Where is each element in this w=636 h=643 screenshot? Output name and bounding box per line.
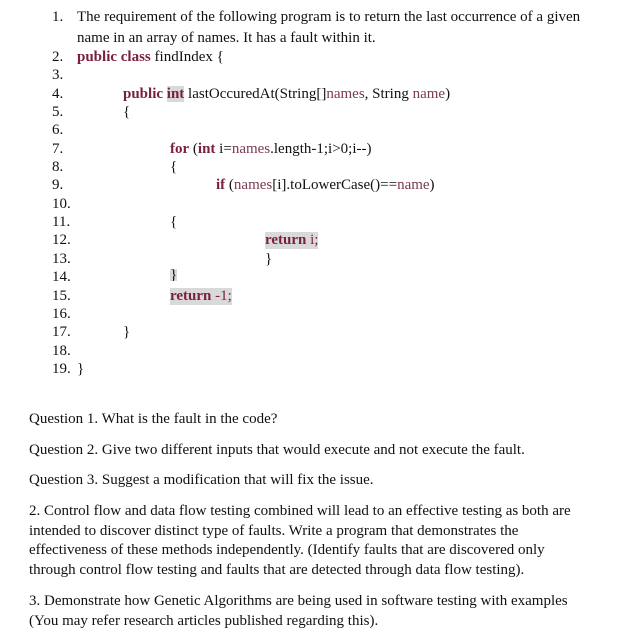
line-number: 15.: [52, 288, 71, 304]
intro-line-1: The requirement of the following program is to return the last occurrence of a given: [77, 9, 581, 25]
task-2-line-4: through control flow testing and faults that are detected through data flow testing).: [29, 562, 525, 578]
class-declaration: [77, 49, 224, 66]
line-number: 2.: [52, 49, 64, 65]
line-number: 17.: [52, 324, 71, 340]
method-name: lastOccuredAt(String[]: [184, 86, 327, 102]
return-minus-one-statement: [170, 288, 232, 305]
task-2-line-1: 2. Control flow and data flow testing combined will lead to an effective testing as both are: [29, 503, 571, 519]
line-number: 19.: [52, 361, 71, 377]
if-index: [i]: [272, 177, 287, 193]
question-2: Question 2. Give two different inputs that would execute and not execute the fault.: [29, 442, 525, 458]
for-names: names: [231, 141, 271, 157]
method-close-brace: }: [123, 324, 131, 340]
line-number: 16.: [52, 306, 71, 322]
for-open-brace: {: [170, 159, 178, 175]
if-statement: [216, 177, 435, 194]
if-names: names: [233, 177, 273, 193]
question-1: Question 1. What is the fault in the code?: [29, 411, 278, 427]
method-open-brace: {: [123, 104, 131, 120]
line-number: 12.: [52, 232, 71, 248]
if-comparison: .toLowerCase()==: [286, 177, 398, 193]
for-init: i=: [215, 141, 232, 157]
task-3-line-1: 3. Demonstrate how Genetic Algorithms are being used in software testing with examples: [29, 593, 568, 609]
line-number: 10.: [52, 196, 71, 212]
task-2-line-3: effectiveness of these methods independently. (Identify faults that are discovered only: [29, 542, 545, 558]
public-keyword: public: [123, 86, 164, 102]
intro-line-2: name in an array of names. It has a fault within it.: [77, 30, 376, 46]
param-separator: , String: [364, 86, 413, 102]
return-value: -1;: [211, 288, 232, 304]
line-number: 4.: [52, 86, 64, 102]
line-number: 14.: [52, 269, 71, 285]
line-number: 5.: [52, 104, 64, 120]
if-open-brace: {: [170, 214, 178, 230]
task-3-line-2: (You may refer research articles published regarding this).: [29, 613, 379, 629]
param-name: name: [412, 86, 446, 102]
for-close-brace: }: [170, 269, 178, 281]
line-number: 3.: [52, 67, 64, 83]
class-close-brace: }: [77, 361, 85, 377]
int-keyword: int: [166, 86, 185, 102]
line-number: 7.: [52, 141, 64, 157]
for-condition: .length-1;i>0;i--): [270, 141, 372, 157]
line-number: 9.: [52, 177, 64, 193]
intro-number: 1.: [52, 9, 64, 25]
for-statement: [170, 141, 372, 158]
return-i-statement: [265, 232, 318, 249]
method-signature: [123, 86, 450, 103]
for-int-keyword: int: [197, 141, 216, 157]
for-open-paren: (: [189, 141, 198, 157]
line-number: 13.: [52, 251, 71, 267]
line-number: 6.: [52, 122, 64, 138]
line-number: 8.: [52, 159, 64, 175]
for-keyword: for: [170, 141, 190, 157]
class-name: findIndex {: [150, 49, 224, 65]
return-keyword: return: [265, 232, 307, 248]
if-close-brace: }: [265, 251, 273, 267]
line-number: 11.: [52, 214, 71, 230]
param-names: names: [326, 86, 365, 102]
question-3: Question 3. Suggest a modification that will fix the issue.: [29, 472, 374, 488]
line-number: 18.: [52, 343, 71, 359]
return-value: i;: [306, 232, 319, 248]
if-name: name: [397, 177, 430, 193]
if-open-paren: (: [225, 177, 234, 193]
if-keyword: if: [216, 177, 226, 193]
task-2-line-2: intended to discover distinct type of faults. Write a program that demonstrates the: [29, 523, 519, 539]
return-keyword: return: [170, 288, 212, 304]
if-close-paren: ): [429, 177, 435, 193]
class-keyword: public class: [77, 49, 151, 65]
method-close-paren: ): [445, 86, 451, 102]
